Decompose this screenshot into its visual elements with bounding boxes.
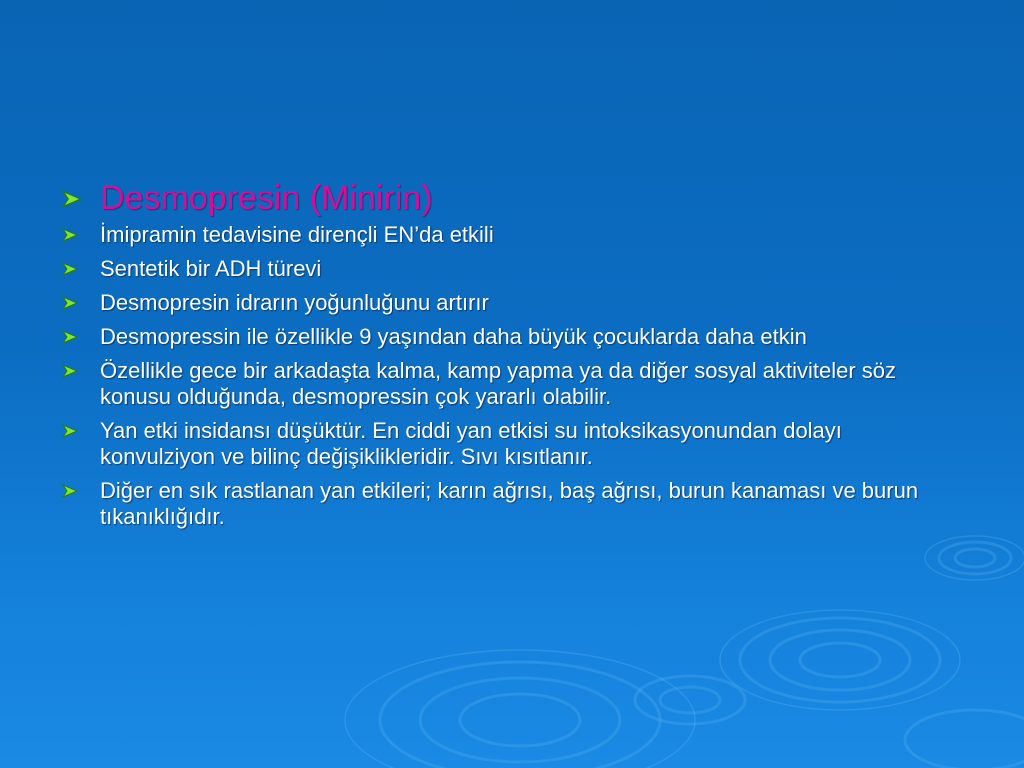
list-item-text: Desmopresin idrarın yoğunluğunu artırır	[100, 290, 489, 315]
list-item	[62, 324, 962, 350]
list-item-text: Yan etki insidansı düşüktür. En ciddi yan etkisi su intoksikasyonundan dolayı konvulziyon ve bilinç değişiklikleridir. Sıvı kısıtlanır.	[100, 418, 842, 469]
arrow-bullet-icon	[62, 190, 82, 208]
list-item-text: Özellikle gece bir arkadaşta kalma, kamp yapma ya da diğer sosyal aktiviteler söz konusu olduğunda, desmopressin çok yararlı olabilir.	[100, 358, 897, 409]
arrow-bullet-icon	[62, 296, 78, 310]
arrow-bullet-icon	[62, 330, 78, 344]
arrow-bullet-icon	[62, 262, 78, 276]
slide-heading	[62, 178, 962, 218]
list-item	[62, 478, 962, 530]
arrow-bullet-icon	[62, 228, 78, 242]
list-item-text: İmipramin tedavisine dirençli EN’da etkili	[100, 222, 494, 247]
bullet-list	[62, 178, 962, 530]
list-item-text: Sentetik bir ADH türevi	[100, 256, 322, 281]
list-item	[62, 418, 962, 470]
heading-text: Desmopresin (Minirin)	[100, 179, 433, 217]
arrow-bullet-icon	[62, 484, 78, 498]
list-item	[62, 358, 962, 410]
list-item-text: Diğer en sık rastlanan yan etkileri; karın ağrısı, baş ağrısı, burun kanaması ve burun tıkanıklığıdır.	[100, 478, 919, 529]
list-item	[62, 222, 962, 248]
list-item	[62, 256, 962, 282]
slide-content	[62, 178, 962, 538]
list-item	[62, 290, 962, 316]
list-item-text: Desmopressin ile özellikle 9 yaşından daha büyük çocuklarda daha etkin	[100, 324, 807, 349]
arrow-bullet-icon	[62, 364, 78, 378]
arrow-bullet-icon	[62, 424, 78, 438]
